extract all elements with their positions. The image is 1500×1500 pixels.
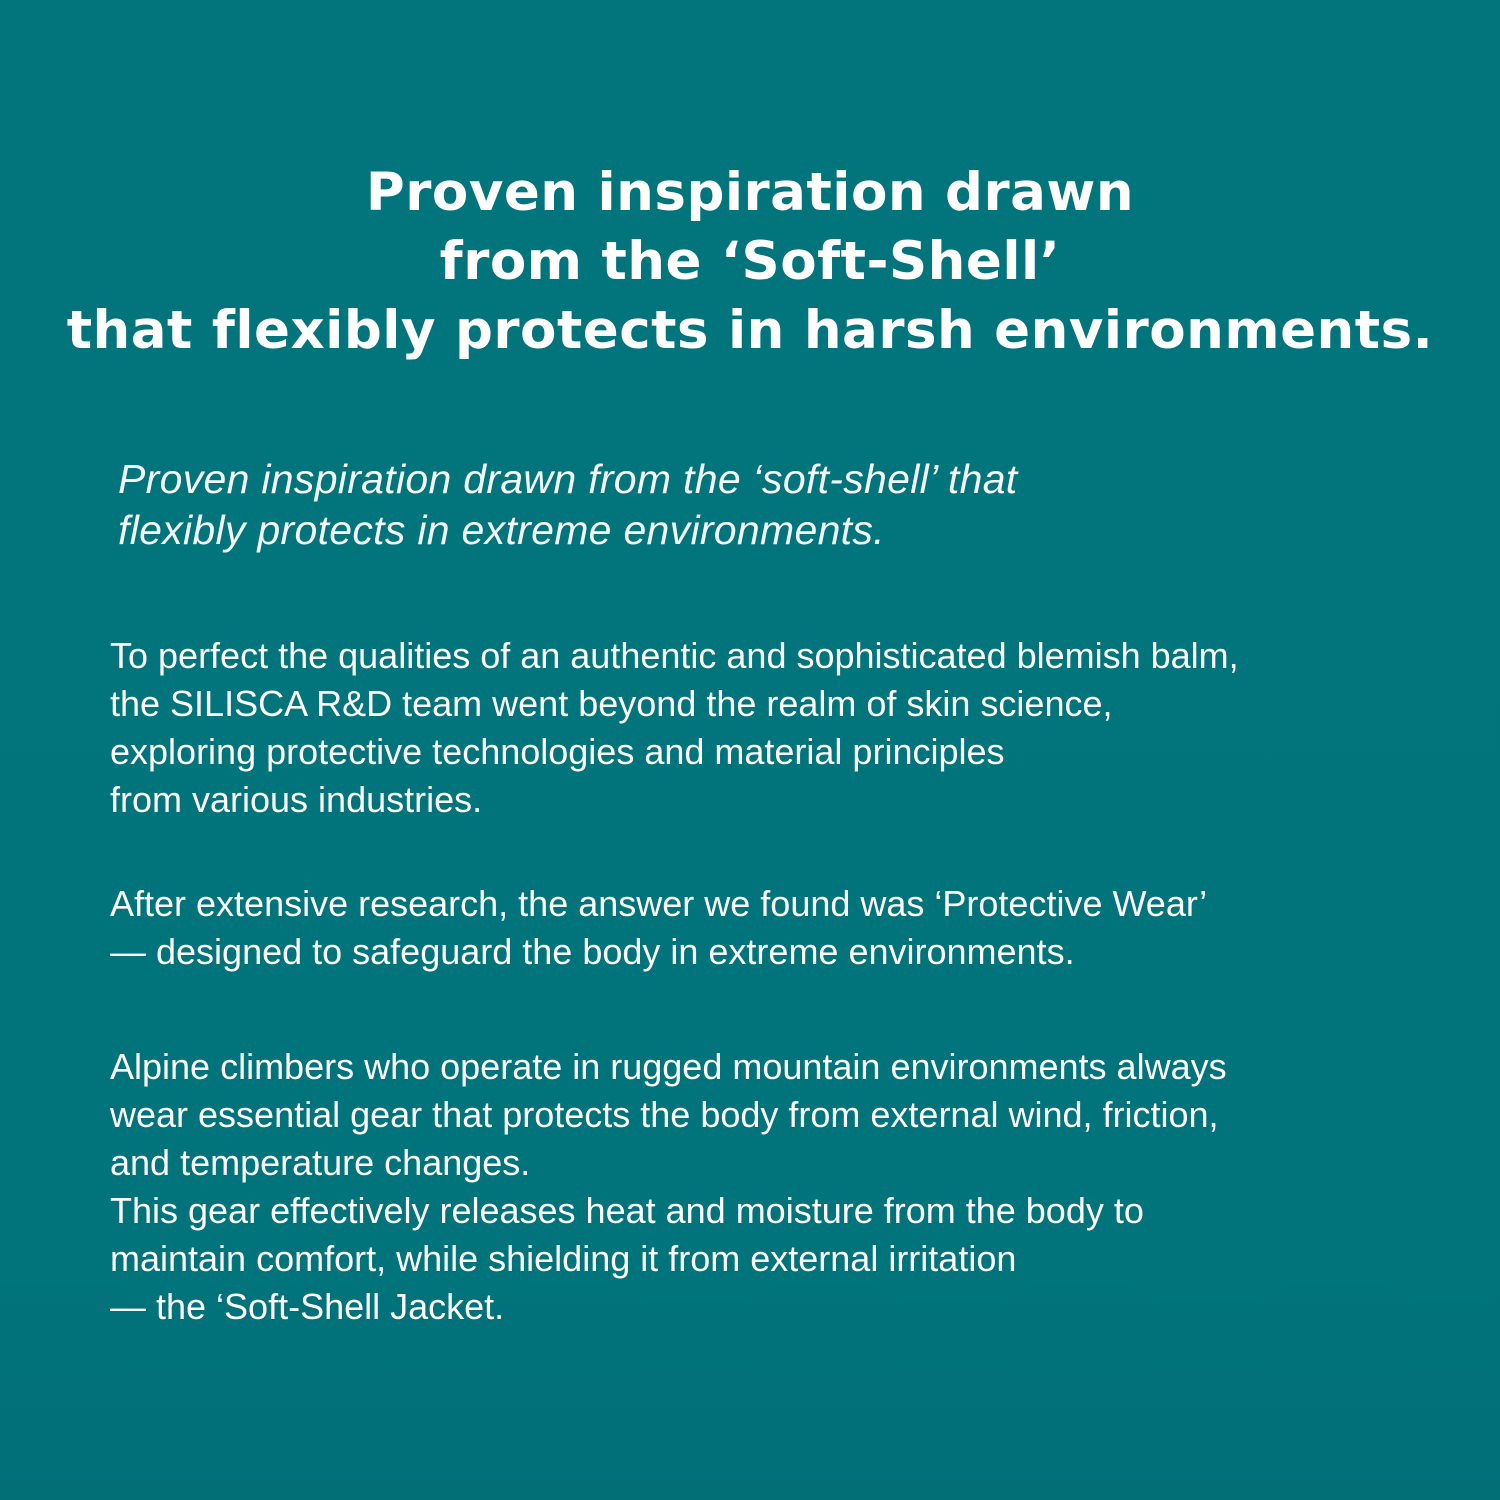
paragraph-line: This gear effectively releases heat and moisture from the body to bbox=[110, 1190, 1144, 1231]
paragraph-line: Alpine climbers who operate in rugged mountain environments always bbox=[110, 1046, 1227, 1087]
headline-line: Proven inspiration drawn bbox=[365, 162, 1135, 223]
paragraph-line: and temperature changes. bbox=[110, 1142, 531, 1183]
paragraph-line: To perfect the qualities of an authentic and sophisticated blemish balm, bbox=[110, 635, 1239, 676]
subtitle-line: Proven inspiration drawn from the ‘soft-shell’ that bbox=[118, 456, 1018, 502]
subtitle-line: flexibly protects in extreme environments. bbox=[118, 507, 885, 553]
paragraph-line: from various industries. bbox=[110, 779, 483, 820]
paragraph-protective-wear bbox=[110, 880, 1440, 976]
paragraph-rnd-team bbox=[110, 632, 1440, 824]
paragraph-line: the SILISCA R&D team went beyond the realm of skin science, bbox=[110, 683, 1113, 724]
paragraph-line: — the ‘Soft-Shell Jacket. bbox=[110, 1286, 505, 1327]
headline-line: that flexibly protects in harsh environments. bbox=[66, 300, 1434, 361]
headline-line: from the ‘Soft-Shell’ bbox=[439, 231, 1061, 292]
headline bbox=[0, 158, 1500, 365]
paragraph-line: maintain comfort, while shielding it from external irritation bbox=[110, 1238, 1017, 1279]
subtitle bbox=[118, 454, 1418, 556]
paragraph-line: — designed to safeguard the body in extreme environments. bbox=[110, 931, 1075, 972]
paragraph-line: wear essential gear that protects the body from external wind, friction, bbox=[110, 1094, 1219, 1135]
paragraph-line: After extensive research, the answer we found was ‘Protective Wear’ bbox=[110, 883, 1208, 924]
paragraph-alpine-climbers bbox=[110, 1043, 1440, 1331]
paragraph-line: exploring protective technologies and material principles bbox=[110, 731, 1005, 772]
